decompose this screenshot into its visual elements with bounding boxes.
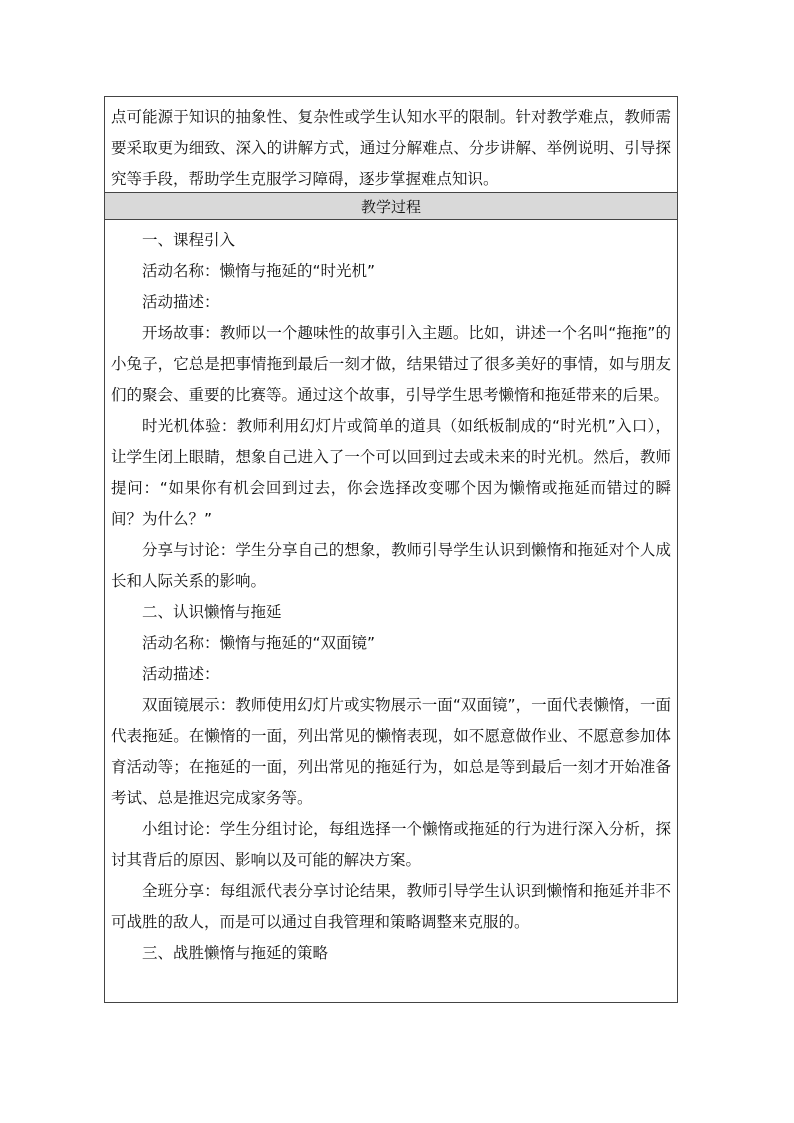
paragraph-share-discuss: 分享与讨论：学生分享自己的想象，教师引导学生认识到懒惰和拖延对个人成长和人际关系的影响。 bbox=[111, 541, 671, 590]
section-heading-strategies: 三、战胜懒惰与拖延的策略 bbox=[142, 944, 329, 962]
paragraph-group-discussion: 小组讨论：学生分组讨论，每组选择一个懒惰或拖延的行为进行深入分析，探讨其背后的原因、影响以及可能的解决方案。 bbox=[111, 820, 671, 869]
section-heading-intro: 一、课程引入 bbox=[142, 231, 236, 249]
paragraph-opening-story: 开场故事：教师以一个趣味性的故事引入主题。比如，讲述一个名叫“拖拖”的小兔子，它总是把事情拖到最后一刻才做，结果错过了很多美好的事情，如与朋友们的聚会、重要的比赛等。通过这个故事，引导学生思考懒惰和拖延带来的后果。 bbox=[111, 324, 671, 404]
activity-name: 活动名称：懒惰与拖延的“时光机” bbox=[142, 262, 376, 280]
activity-desc-label: 活动描述： bbox=[142, 293, 220, 311]
lesson-table bbox=[104, 96, 678, 1003]
section-header-label: 教学过程 bbox=[360, 197, 421, 216]
activity-desc-label: 活动描述： bbox=[142, 665, 220, 683]
section-header-teaching-process bbox=[105, 193, 677, 220]
difficulty-text: 点可能源于知识的抽象性、复杂性或学生认知水平的限制。针对教学难点，教师需要采取更为细致、深入的讲解方式，通过分解难点、分步讲解、举例说明、引导探究等手段，帮助学生克服学习障碍，逐步掌握难点知识。 bbox=[111, 108, 671, 188]
paragraph-time-machine: 时光机体验：教师利用幻灯片或简单的道具（如纸板制成的“时光机”入口），让学生闭上眼睛，想象自己进入了一个可以回到过去或未来的时光机。然后，教师提问：“如果你有机会回到过去，你会选择改变哪个因为懒惰或拖延而错过的瞬间？为什么？” bbox=[111, 417, 671, 528]
paragraph-double-mirror: 双面镜展示：教师使用幻灯片或实物展示一面“双面镜”，一面代表懒惰，一面代表拖延。在懒惰的一面，列出常见的懒惰表现，如不愿意做作业、不愿意参加体育活动等；在拖延的一面，列出常见的拖延行为，如总是等到最后一刻才开始准备考试、总是推迟完成家务等。 bbox=[111, 696, 671, 807]
activity-name: 活动名称：懒惰与拖延的“双面镜” bbox=[142, 634, 376, 652]
paragraph-class-share: 全班分享：每组派代表分享讨论结果，教师引导学生认识到懒惰和拖延并非不可战胜的敌人，而是可以通过自我管理和策略调整来克服的。 bbox=[111, 882, 671, 931]
teaching-process-cell bbox=[105, 220, 677, 969]
teaching-difficulty-cell bbox=[105, 97, 677, 193]
section-heading-recognize: 二、认识懒惰与拖延 bbox=[142, 603, 282, 621]
